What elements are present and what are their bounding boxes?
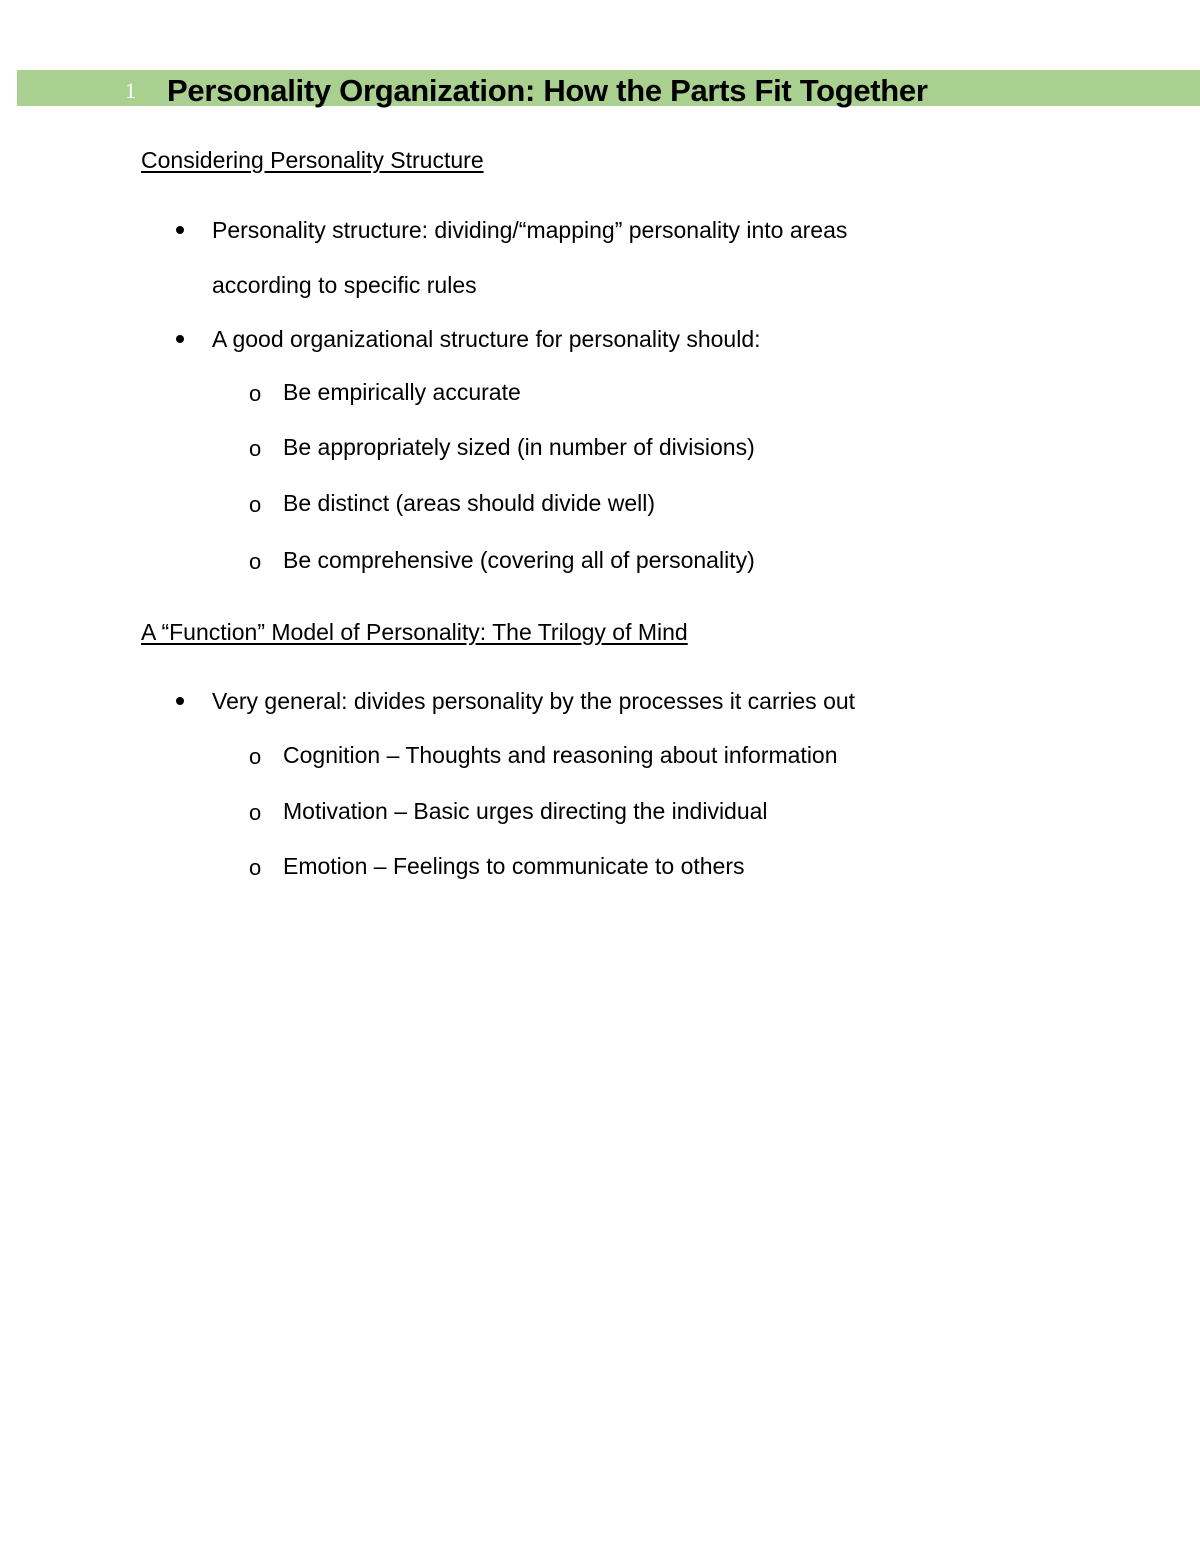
bullet-icon	[176, 226, 184, 234]
bullet-text-continuation: according to specific rules	[212, 272, 477, 298]
sub-bullet-icon: o	[249, 436, 262, 461]
sub-item-text: Emotion – Feelings to communicate to others	[283, 853, 745, 879]
sub-bullet-icon: o	[249, 800, 262, 825]
sub-bullet-icon: o	[249, 549, 262, 574]
bullet-text: Very general: divides personality by the processes it carries out	[212, 688, 856, 714]
sub-bullet-icon: o	[249, 381, 262, 406]
heading-number: 1	[125, 78, 136, 103]
page-title: Personality Organization: How the Parts Fit Together	[167, 73, 928, 108]
bullet-text: A good organizational structure for personality should:	[212, 326, 761, 352]
bullet-text: Personality structure: dividing/“mapping” personality into areas	[212, 217, 848, 243]
section-heading-function-model: A “Function” Model of Personality: The Trilogy of Mind	[141, 619, 688, 645]
bullet-icon	[176, 335, 184, 343]
sub-item-text: Be comprehensive (covering all of personality)	[283, 547, 755, 573]
sub-item-text: Be appropriately sized (in number of divisions)	[283, 434, 755, 460]
sub-item-text: Motivation – Basic urges directing the individual	[283, 798, 768, 824]
sub-item-text: Be distinct (areas should divide well)	[283, 490, 656, 516]
section-heading-structure: Considering Personality Structure	[141, 147, 484, 173]
sub-bullet-icon: o	[249, 492, 262, 517]
bullet-icon	[176, 697, 184, 705]
sub-bullet-icon: o	[249, 744, 262, 769]
sub-bullet-icon: o	[249, 855, 262, 880]
sub-item-text: Be empirically accurate	[283, 379, 521, 405]
sub-item-text: Cognition – Thoughts and reasoning about information	[283, 742, 838, 768]
